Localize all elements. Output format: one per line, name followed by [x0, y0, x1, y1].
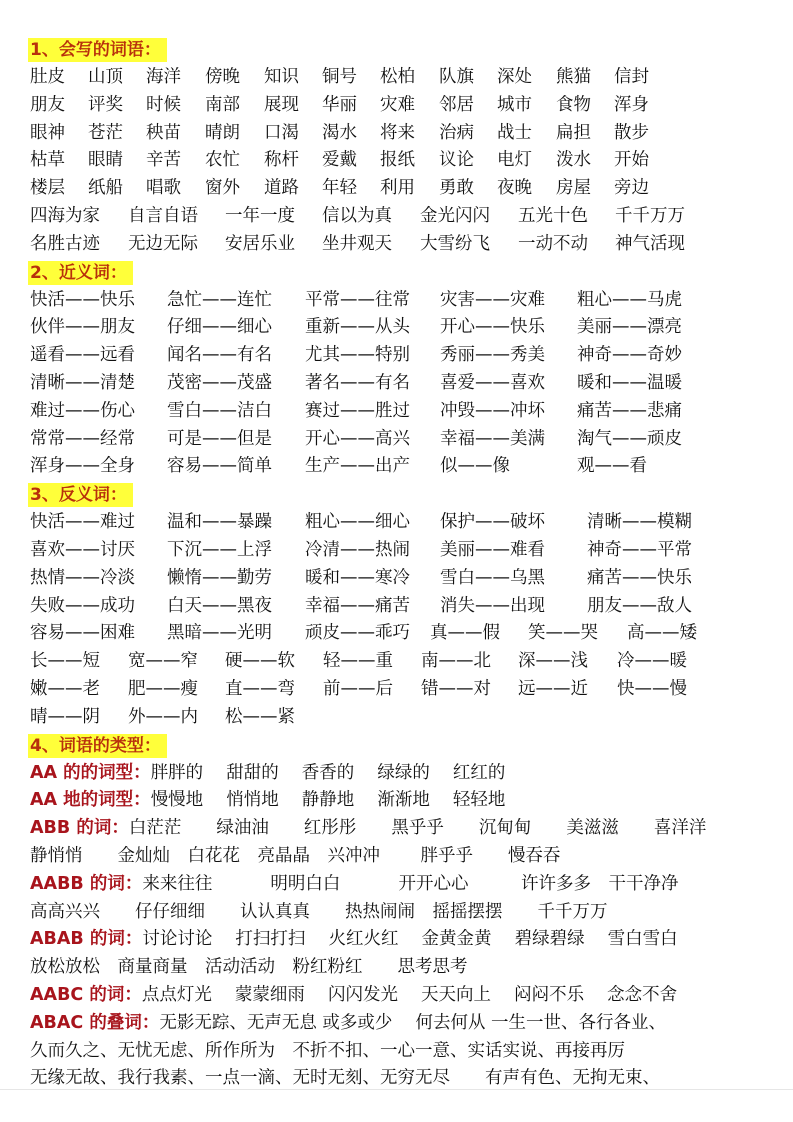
vocab-word: 邻居	[439, 94, 474, 115]
section-1-heading-row	[30, 36, 780, 64]
synonym-pair: 平常——往常	[305, 289, 410, 310]
idiom: 名胜古迹	[30, 233, 100, 254]
section-3-heading-row	[30, 481, 780, 509]
antonym-row	[30, 676, 780, 704]
idiom: 金光闪闪	[420, 205, 490, 226]
word-type-row	[30, 954, 780, 982]
vocab-word: 年轻	[322, 178, 357, 199]
vocab-word: 电灯	[497, 150, 532, 171]
antonym-pair: 直——弯	[225, 678, 295, 699]
idiom: 自言自语	[128, 205, 198, 226]
word-type-examples: 无影无踪、无声无息 或多或少 何去何从 一生一世、各行各业、	[159, 1012, 667, 1033]
antonym-pair: 嫩——老	[30, 678, 100, 699]
section-4-heading: 4、词语的类型：	[28, 734, 167, 758]
word-type-row	[30, 1010, 780, 1038]
vocab-word: 深处	[497, 67, 532, 87]
antonym-pair: 暖和——寒冷	[305, 567, 410, 588]
antonym-pair: 雪白——乌黑	[440, 567, 545, 588]
vocab-word: 辛苦	[146, 150, 181, 171]
vocab-word: 朋友	[30, 94, 65, 115]
antonym-pair: 前——后	[323, 678, 393, 699]
antonym-pair: 快——慢	[617, 678, 687, 699]
antonym-pair: 冷——暖	[617, 651, 687, 672]
synonym-pair: 灾害——灾难	[440, 289, 545, 310]
vocab-word: 铜号	[322, 67, 357, 87]
antonym-pair: 保护——破坏	[440, 512, 545, 533]
synonym-pair: 暖和——温暖	[577, 372, 682, 393]
antonym-row	[30, 704, 780, 732]
document-content	[30, 36, 780, 1093]
section-1-heading: 1、会写的词语：	[28, 38, 167, 62]
vocab-word: 爱戴	[322, 150, 357, 171]
word-type-examples: 胖胖的 甜甜的 香香的 绿绿的 红红的	[150, 762, 506, 783]
word-type-row	[30, 760, 780, 788]
antonym-pair: 幸福——痛苦	[305, 595, 410, 616]
synonym-pair: 生产——出产	[305, 456, 410, 477]
antonym-row	[30, 593, 780, 621]
antonym-pair: 轻——重	[323, 651, 393, 672]
antonym-pair: 清晰——模糊	[587, 512, 692, 533]
idiom: 信以为真	[322, 205, 392, 226]
word-type-label: AABB 的词：	[30, 873, 143, 894]
word-row	[30, 120, 780, 148]
vocab-word: 信封	[614, 67, 649, 87]
vocab-word: 口渴	[264, 122, 299, 143]
antonym-pair: 朋友——敌人	[587, 595, 692, 616]
word-row	[30, 92, 780, 120]
antonym-pair: 神奇——平常	[587, 539, 692, 560]
synonym-pair: 雪白——洁白	[167, 400, 272, 421]
idiom: 坐井观天	[322, 233, 392, 254]
synonym-pair: 幸福——美满	[440, 428, 545, 449]
vocab-word: 夜晚	[497, 178, 532, 199]
antonym-pair: 外——内	[128, 706, 198, 727]
synonym-pair: 浑身——全身	[30, 456, 135, 477]
antonym-pair: 笑——哭	[528, 623, 598, 644]
word-type-row	[30, 982, 780, 1010]
antonym-pair: 宽——窄	[128, 651, 198, 672]
vocab-word: 治病	[439, 122, 474, 143]
idiom: 四海为家	[30, 205, 100, 226]
word-type-label: AA 地的词型：	[30, 790, 151, 811]
vocab-word: 枯草	[30, 150, 65, 171]
vocab-word: 眼睛	[88, 150, 123, 171]
vocab-word: 道路	[264, 178, 299, 199]
word-type-label: ABAC 的叠词：	[30, 1012, 160, 1033]
antonym-pair: 喜欢——讨厌	[30, 539, 135, 560]
antonym-pair: 失败——成功	[30, 595, 135, 616]
antonym-row	[30, 537, 780, 565]
synonym-pair: 开心——高兴	[305, 428, 410, 449]
synonym-pair: 重新——从头	[305, 317, 410, 338]
antonym-pair: 黑暗——光明	[167, 623, 272, 644]
vocab-word: 勇敢	[439, 178, 474, 199]
vocab-word: 散步	[614, 122, 649, 143]
section-2-synonym-grid	[30, 287, 780, 482]
vocab-word: 扁担	[556, 122, 591, 143]
synonym-pair: 遥看——远看	[30, 345, 135, 366]
synonym-pair: 仔细——细心	[167, 317, 272, 338]
idiom: 无边无际	[128, 233, 198, 254]
antonym-pair: 顽皮——乖巧	[305, 623, 410, 644]
antonym-pair: 痛苦——快乐	[587, 567, 692, 588]
word-type-label: ABAB 的词：	[30, 929, 143, 950]
word-type-examples: 无缘无故、我行我素、一点一滴、无时无刻、无穷无尽 有声有色、无拘无束、	[30, 1068, 660, 1089]
vocab-word: 农忙	[205, 150, 240, 171]
synonym-pair: 著名——有名	[305, 372, 410, 393]
antonym-pair: 热情——冷淡	[30, 567, 135, 588]
antonym-pair: 白天——黑夜	[167, 595, 272, 616]
synonym-pair: 淘气——顽皮	[577, 428, 682, 449]
synonym-pair: 快活——快乐	[30, 289, 135, 310]
antonym-pair: 硬——软	[225, 651, 295, 672]
vocab-word: 窗外	[205, 178, 240, 199]
word-type-examples: 点点灯光 蒙蒙细雨 闪闪发光 天天向上 闷闷不乐 念念不舍	[141, 984, 678, 1005]
vocab-word: 评奖	[88, 94, 123, 115]
word-row	[30, 175, 780, 203]
vocab-word: 泼水	[556, 150, 591, 171]
vocab-word: 利用	[380, 178, 415, 199]
vocab-word: 渴水	[322, 122, 357, 143]
vocab-word: 灾难	[380, 94, 415, 115]
word-type-label: AABC 的词：	[30, 984, 142, 1005]
synonym-pair: 常常——经常	[30, 428, 135, 449]
section-4-word-type-list	[30, 760, 780, 1094]
antonym-pair: 高——矮	[627, 623, 697, 644]
page-bottom-divider	[0, 1089, 793, 1090]
vocab-word: 海洋	[146, 67, 181, 87]
vocab-word: 山顶	[88, 67, 123, 87]
synonym-row	[30, 370, 780, 398]
vocab-word: 秧苗	[146, 122, 181, 143]
idiom: 一动不动	[518, 233, 588, 254]
synonym-pair: 难过——伤心	[30, 400, 135, 421]
vocab-word: 苍茫	[88, 122, 123, 143]
vocab-word: 楼层	[30, 178, 65, 199]
idiom-row	[30, 231, 780, 259]
vocab-word: 议论	[439, 150, 474, 171]
section-1-idiom-grid	[30, 203, 780, 259]
antonym-pair: 长——短	[30, 651, 100, 672]
synonym-pair: 清晰——清楚	[30, 372, 135, 393]
vocab-word: 肚皮	[30, 67, 65, 87]
antonym-row	[30, 620, 780, 648]
synonym-pair: 尤其——特别	[305, 345, 410, 366]
word-type-label: ABB 的词：	[30, 818, 129, 839]
idiom-row	[30, 203, 780, 231]
word-type-examples: 来来往往 明明白白 开开心心 许许多多 干干净净	[142, 873, 679, 894]
antonym-pair: 冷清——热闹	[305, 539, 410, 560]
word-type-examples: 静悄悄 金灿灿 白花花 亮晶晶 兴冲冲 胖乎乎 慢吞吞	[30, 845, 561, 866]
synonym-row	[30, 314, 780, 342]
section-1-word-grid	[30, 64, 780, 203]
word-type-row	[30, 843, 780, 871]
vocab-word: 浑身	[614, 94, 649, 115]
section-2-heading: 2、近义词：	[28, 261, 133, 285]
vocab-word: 队旗	[439, 67, 474, 87]
vocab-word: 眼神	[30, 122, 65, 143]
synonym-pair: 美丽——漂亮	[577, 317, 682, 338]
synonym-pair: 茂密——茂盛	[167, 372, 272, 393]
synonym-pair: 观——看	[577, 456, 647, 477]
word-row	[30, 147, 780, 175]
vocab-word: 纸船	[88, 178, 123, 199]
antonym-pair: 温和——暴躁	[167, 512, 272, 533]
synonym-pair: 喜爱——喜欢	[440, 372, 545, 393]
idiom: 安居乐业	[225, 233, 295, 254]
antonym-pair: 错——对	[421, 678, 491, 699]
synonym-pair: 似——像	[440, 456, 510, 477]
synonym-pair: 赛过——胜过	[305, 400, 410, 421]
section-3-antonym-grid	[30, 509, 780, 731]
word-type-row	[30, 1038, 780, 1066]
vocab-word: 熊猫	[556, 67, 591, 87]
synonym-pair: 粗心——马虎	[577, 289, 682, 310]
vocab-word: 华丽	[322, 94, 357, 115]
antonym-pair: 懒惰——勤劳	[167, 567, 272, 588]
word-type-row	[30, 871, 780, 899]
synonym-pair: 伙伴——朋友	[30, 317, 135, 338]
antonym-pair: 远——近	[518, 678, 588, 699]
word-type-row	[30, 926, 780, 954]
antonym-pair: 真——假	[430, 623, 500, 644]
word-type-row	[30, 815, 780, 843]
antonym-pair: 深——浅	[518, 651, 588, 672]
vocab-word: 展现	[264, 94, 299, 115]
word-row	[30, 64, 780, 92]
synonym-pair: 痛苦——悲痛	[577, 400, 682, 421]
synonym-pair: 容易——简单	[167, 456, 272, 477]
antonym-pair: 容易——困难	[30, 623, 135, 644]
synonym-row	[30, 287, 780, 315]
vocab-word: 房屋	[556, 178, 591, 199]
word-type-examples: 慢慢地 悄悄地 静静地 渐渐地 轻轻地	[150, 790, 506, 811]
idiom: 千千万万	[615, 205, 685, 226]
section-4-heading-row	[30, 732, 780, 760]
synonym-pair: 闻名——有名	[167, 345, 272, 366]
antonym-row	[30, 509, 780, 537]
synonym-pair: 开心——快乐	[440, 317, 545, 338]
antonym-row	[30, 648, 780, 676]
antonym-pair: 南——北	[421, 651, 491, 672]
vocab-word: 将来	[380, 122, 415, 143]
vocab-word: 晴朗	[205, 122, 240, 143]
section-3-heading: 3、反义词：	[28, 483, 133, 507]
word-type-row	[30, 899, 780, 927]
idiom: 大雪纷飞	[420, 233, 490, 254]
vocab-word: 开始	[614, 150, 649, 171]
synonym-row	[30, 426, 780, 454]
vocab-word: 时候	[146, 94, 181, 115]
synonym-row	[30, 342, 780, 370]
word-type-examples: 讨论讨论 打扫打扫 火红火红 金黄金黄 碧绿碧绿 雪白雪白	[142, 929, 678, 950]
section-2-heading-row	[30, 259, 780, 287]
antonym-pair: 消失——出现	[440, 595, 545, 616]
vocab-word: 食物	[556, 94, 591, 115]
antonym-row	[30, 565, 780, 593]
vocab-word: 唱歌	[146, 178, 181, 199]
antonym-pair: 松——紧	[225, 706, 295, 727]
vocab-word: 旁边	[614, 178, 649, 199]
antonym-pair: 肥——瘦	[128, 678, 198, 699]
antonym-pair: 美丽——难看	[440, 539, 545, 560]
antonym-pair: 粗心——细心	[305, 512, 410, 533]
word-type-label: AA 的的词型：	[30, 762, 151, 783]
word-type-examples: 白茫茫 绿油油 红彤彤 黑乎乎 沉甸甸 美滋滋 喜洋洋	[128, 818, 707, 839]
idiom: 一年一度	[225, 205, 295, 226]
synonym-row	[30, 398, 780, 426]
vocab-word: 称杆	[264, 150, 299, 171]
word-type-examples: 高高兴兴 仔仔细细 认认真真 热热闹闹 摇摇摆摆 千千万万	[30, 901, 608, 922]
idiom: 五光十色	[518, 205, 588, 226]
antonym-pair: 晴——阴	[30, 706, 100, 727]
vocab-word: 报纸	[380, 150, 415, 171]
synonym-row	[30, 453, 780, 481]
vocab-word: 傍晚	[205, 67, 240, 87]
synonym-pair: 秀丽——秀美	[440, 345, 545, 366]
vocab-word: 城市	[497, 94, 532, 115]
vocab-word: 南部	[205, 94, 240, 115]
vocab-word: 知识	[264, 67, 299, 87]
word-type-row	[30, 787, 780, 815]
vocab-word: 战士	[497, 122, 532, 143]
antonym-pair: 快活——难过	[30, 512, 135, 533]
synonym-pair: 急忙——连忙	[167, 289, 272, 310]
vocab-word: 松柏	[380, 67, 415, 87]
synonym-pair: 可是——但是	[167, 428, 272, 449]
word-type-examples: 放松放松 商量商量 活动活动 粉红粉红 思考思考	[30, 957, 468, 978]
word-type-examples: 久而久之、无忧无虑、所作所为 不折不扣、一心一意、实话实说、再接再厉	[30, 1040, 625, 1061]
synonym-pair: 神奇——奇妙	[577, 345, 682, 366]
idiom: 神气活现	[615, 233, 685, 254]
synonym-pair: 冲毁——冲坏	[440, 400, 545, 421]
antonym-pair: 下沉——上浮	[167, 539, 272, 560]
